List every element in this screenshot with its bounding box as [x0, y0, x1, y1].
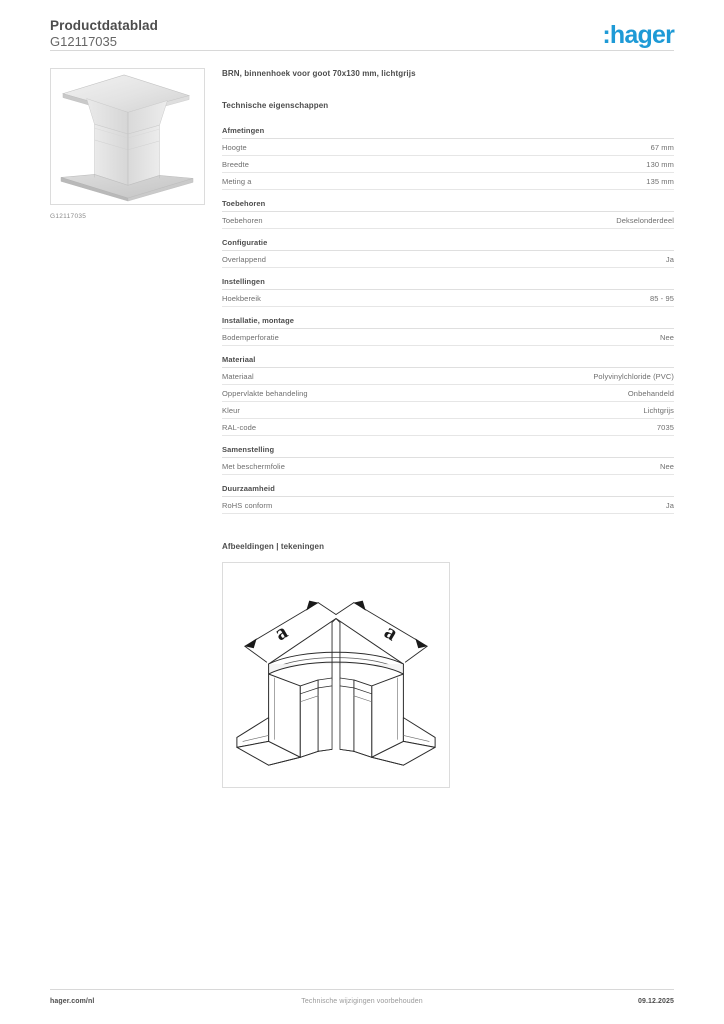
spec-label: Overlappend	[222, 251, 455, 268]
table-row	[222, 458, 674, 475]
spec-value: Ja	[455, 497, 674, 514]
spec-group-title: Afmetingen	[222, 126, 674, 139]
header-divider	[50, 50, 674, 51]
page-footer	[50, 989, 674, 1010]
spec-group-header	[222, 126, 674, 139]
spec-group-header	[222, 229, 674, 251]
table-row	[222, 290, 674, 307]
product-photo	[51, 69, 204, 204]
page-title: Productdatablad	[50, 18, 159, 33]
page-content	[50, 68, 674, 788]
footer-row	[50, 990, 674, 1010]
spec-group-header	[222, 436, 674, 458]
dimension-label-a-right: a	[380, 619, 402, 646]
table-row	[222, 156, 674, 173]
specifications-table-body	[222, 126, 674, 514]
table-row	[222, 251, 674, 268]
table-row	[222, 329, 674, 346]
spec-label: RAL-code	[222, 419, 455, 436]
spec-group-header	[222, 190, 674, 212]
dimension-label-a-left: a	[270, 619, 292, 646]
spec-value: Lichtgrijs	[455, 402, 674, 419]
spec-value: Polyvinylchloride (PVC)	[455, 368, 674, 385]
header-title-block	[50, 18, 158, 50]
spec-label: Toebehoren	[222, 212, 455, 229]
spec-label: RoHS conform	[222, 497, 455, 514]
spec-group-title: Instellingen	[222, 268, 674, 290]
page-header	[50, 0, 674, 48]
footer-disclaimer: Technische wijzigingen voorbehouden	[301, 998, 423, 1005]
product-description: BRN, binnenhoek voor goot 70x130 mm, lichtgrijs	[222, 69, 416, 78]
spec-group-header	[222, 307, 674, 329]
spec-group-title: Toebehoren	[222, 190, 674, 212]
hager-logo: :hager	[602, 21, 674, 49]
spec-label: Materiaal	[222, 368, 455, 385]
technical-drawing	[223, 563, 449, 787]
spec-value: 130 mm	[455, 156, 674, 173]
table-row	[222, 368, 674, 385]
table-row	[222, 419, 674, 436]
table-row	[222, 402, 674, 419]
spec-group-header	[222, 475, 674, 497]
spec-value: 135 mm	[455, 173, 674, 190]
table-row	[222, 212, 674, 229]
table-row	[222, 497, 674, 514]
spec-label: Bodemperforatie	[222, 329, 455, 346]
spec-group-title: Samenstelling	[222, 436, 674, 458]
spec-group-title: Configuratie	[222, 229, 674, 251]
spec-label: Hoogte	[222, 139, 455, 156]
spec-group-title: Installatie, montage	[222, 307, 674, 329]
product-code: G12117035	[50, 34, 117, 49]
spec-group-title: Materiaal	[222, 346, 674, 368]
specifications-table	[222, 126, 674, 514]
footer-date: 09.12.2025	[637, 998, 674, 1005]
spec-value: Nee	[455, 329, 674, 346]
technical-properties-heading: Technische eigenschappen	[222, 101, 329, 110]
table-row	[222, 173, 674, 190]
spec-value: 85 - 95	[455, 290, 674, 307]
spec-label: Hoekbereik	[222, 290, 455, 307]
spec-label: Oppervlakte behandeling	[222, 385, 455, 402]
product-image-frame	[50, 68, 205, 205]
specifications-column	[222, 68, 674, 788]
spec-group-title: Duurzaamheid	[222, 475, 674, 497]
spec-label: Kleur	[222, 402, 455, 419]
spec-value: Dekselonderdeel	[455, 212, 674, 229]
spec-group-header	[222, 346, 674, 368]
spec-value: Onbehandeld	[455, 385, 674, 402]
table-row	[222, 139, 674, 156]
spec-value: Nee	[455, 458, 674, 475]
spec-value: 67 mm	[455, 139, 674, 156]
spec-label: Meting a	[222, 173, 455, 190]
spec-label: Met beschermfolie	[222, 458, 455, 475]
product-image-column	[50, 68, 210, 220]
spec-label: Breedte	[222, 156, 455, 173]
footer-website-link[interactable]: hager.com/nl	[50, 998, 95, 1005]
spec-value: 7035	[455, 419, 674, 436]
product-image-caption: G12117035	[50, 213, 87, 220]
technical-drawing-frame	[222, 562, 450, 788]
spec-value: Ja	[455, 251, 674, 268]
drawings-heading: Afbeeldingen | tekeningen	[222, 542, 325, 551]
table-row	[222, 385, 674, 402]
spec-group-header	[222, 268, 674, 290]
